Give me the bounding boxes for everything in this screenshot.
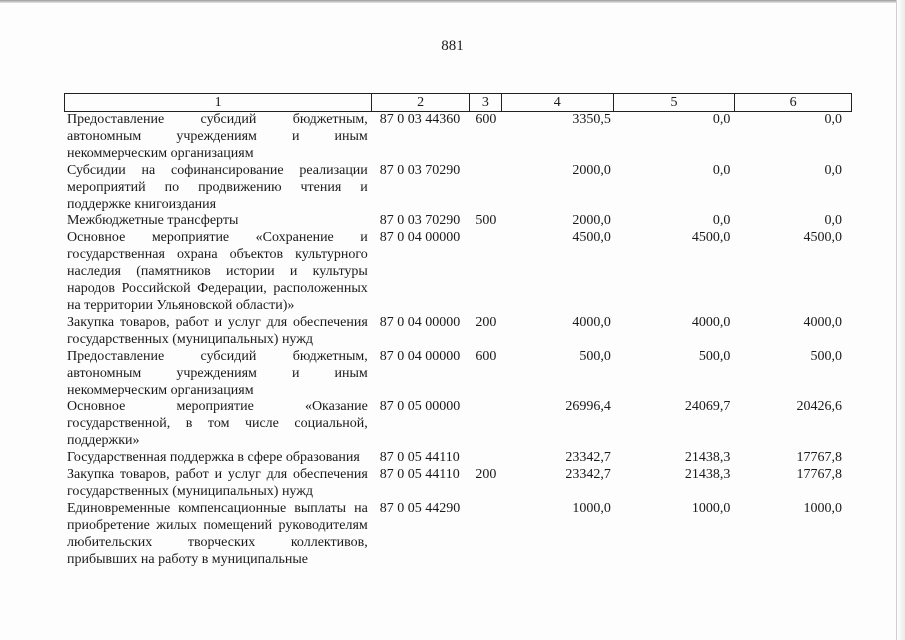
row-expense-type <box>475 230 505 315</box>
row-name: Основное мероприятие «Сохранение и государственная охрана объектов культурного наследия (памятников истории и культуры народов Российской Федерации, расположенных на территории Ульяновской области)» <box>67 230 368 313</box>
row-value-col4: 4500,0 <box>572 230 611 246</box>
row-value-col6: 4500,0 <box>803 230 842 246</box>
row-code: 87 0 04 00000 <box>379 348 461 364</box>
page-number: 881 <box>441 38 464 54</box>
row-expense-type: 600 <box>475 348 497 364</box>
table-row <box>67 315 852 349</box>
table-row <box>67 163 852 214</box>
row-value-col6: 500,0 <box>810 348 842 364</box>
row-value-col6: 0,0 <box>824 213 842 229</box>
row-value-col5: 500,0 <box>698 348 731 364</box>
row-value-col6: 20426,6 <box>796 399 842 415</box>
row-value-col5: 1000,0 <box>691 500 731 516</box>
row-code: 87 0 05 44110 <box>379 467 460 483</box>
table-body <box>67 112 852 568</box>
row-expense-type: 200 <box>475 314 497 330</box>
row-code: 87 0 04 00000 <box>379 230 461 246</box>
row-value-col4: 23342,7 <box>565 467 611 483</box>
table-row <box>67 501 852 569</box>
row-expense-type <box>475 163 505 214</box>
row-value-col5: 4000,0 <box>691 314 731 330</box>
row-value-col6: 4000,0 <box>803 314 842 330</box>
header-col-5: 5 <box>614 94 736 111</box>
row-expense-type <box>475 450 505 467</box>
table-header <box>64 93 852 112</box>
table-row <box>67 450 852 467</box>
table-row <box>67 112 852 163</box>
row-name: Единовременные компенсационные выплаты на приобретение жилых помещений руководителям любительских творческих коллективов, прибывших на работу в муниципальные <box>67 500 368 567</box>
row-expense-type: 200 <box>475 467 497 483</box>
row-expense-type: 600 <box>475 112 497 127</box>
row-name: Субсидии на софинансирование реализации мероприятий по продвижению чтения и поддержке книгоиздания <box>67 162 368 212</box>
scan-edge-top <box>0 0 905 3</box>
row-value-col6: 17767,8 <box>796 467 842 483</box>
row-value-col4: 26996,4 <box>565 399 611 415</box>
row-name: Предоставление субсидий бюджетным, автономным учреждениям и иным некоммерческим организациям <box>67 112 368 161</box>
row-name: Закупка товаров, работ и услуг для обеспечения государственных (муниципальных) нужд <box>67 467 368 499</box>
row-code: 87 0 04 00000 <box>379 314 461 330</box>
table-row <box>67 399 852 450</box>
row-code: 87 0 03 70290 <box>379 213 461 229</box>
row-value-col6: 1000,0 <box>803 500 842 516</box>
row-name: Основное мероприятие «Оказание государственной, в том числе социальной, поддержки» <box>67 399 368 449</box>
header-col-2: 2 <box>372 94 470 111</box>
table-row <box>67 213 852 230</box>
row-value-col6: 0,0 <box>824 162 842 178</box>
row-code: 87 0 05 00000 <box>379 399 461 415</box>
row-value-col4: 2000,0 <box>572 213 611 229</box>
row-code: 87 0 03 70290 <box>379 162 461 178</box>
row-expense-type: 500 <box>475 213 497 229</box>
row-value-col4: 2000,0 <box>572 162 611 178</box>
row-name: Предоставление субсидий бюджетным, автономным учреждениям и иным некоммерческим организациям <box>67 348 368 398</box>
row-value-col5: 4500,0 <box>691 230 731 246</box>
header-col-1: 1 <box>65 94 372 111</box>
row-value-col5: 21438,3 <box>684 450 731 466</box>
row-value-col6: 17767,8 <box>796 450 842 466</box>
row-value-col5: 0,0 <box>712 162 731 178</box>
row-value-col4: 500,0 <box>579 348 611 364</box>
row-value-col5: 0,0 <box>712 213 731 229</box>
row-name: Государственная поддержка в сфере образования <box>67 450 360 466</box>
row-value-col5: 0,0 <box>712 112 731 127</box>
row-expense-type <box>475 501 505 569</box>
row-expense-type <box>475 399 505 450</box>
row-value-col4: 4000,0 <box>572 314 611 330</box>
scan-edge-right <box>896 0 905 640</box>
row-value-col4: 23342,7 <box>565 450 611 466</box>
row-code: 87 0 05 44110 <box>379 450 460 466</box>
header-col-4: 4 <box>502 94 614 111</box>
row-code: 87 0 03 44360 <box>379 112 461 127</box>
row-code: 87 0 05 44290 <box>379 500 461 516</box>
table-row <box>67 230 852 315</box>
header-col-6: 6 <box>789 95 797 110</box>
table-row <box>67 349 852 400</box>
row-value-col4: 1000,0 <box>572 500 611 516</box>
row-value-col5: 24069,7 <box>684 399 731 415</box>
row-name: Межбюджетные трансферты <box>67 213 239 229</box>
row-value-col5: 21438,3 <box>684 467 731 483</box>
row-name: Закупка товаров, работ и услуг для обеспечения государственных (муниципальных) нужд <box>67 314 368 347</box>
header-col-3: 3 <box>470 94 502 111</box>
row-value-col6: 0,0 <box>824 112 842 127</box>
row-value-col4: 3350,5 <box>572 112 611 127</box>
table-row <box>67 467 852 501</box>
